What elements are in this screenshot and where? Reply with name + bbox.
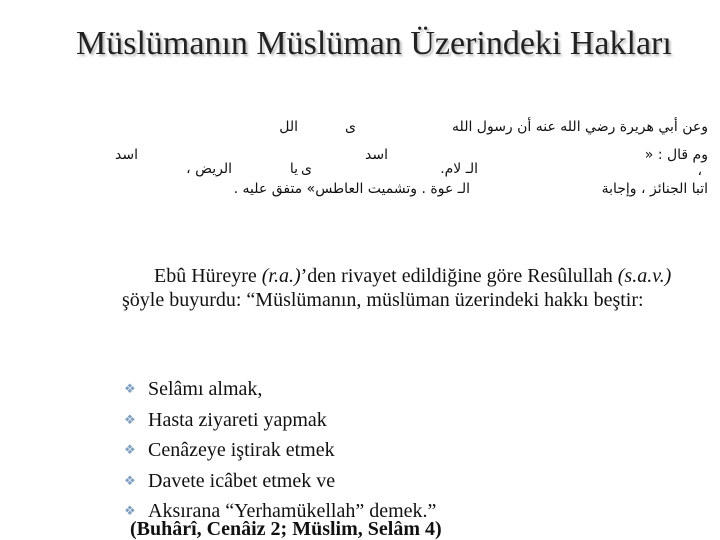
wing-bullet-icon: ❖ — [124, 503, 136, 518]
arabic-text-line-2: وم قال : « — [644, 147, 708, 163]
arabic-text-fragment: يا — [289, 161, 298, 177]
arabic-text-fragment: ى — [301, 161, 312, 177]
rights-list — [124, 374, 436, 527]
arabic-text-fragment: الريض ، — [186, 161, 232, 177]
wing-bullet-icon: ❖ — [124, 442, 136, 457]
paragraph-honorific: (r.a.) — [261, 265, 301, 287]
wing-bullet-icon: ❖ — [124, 472, 136, 488]
paragraph-text: şöyle buyurdu: “Müslümanın, müslüman üzerindeki hakkı beştir: — [122, 289, 644, 311]
arabic-text-fragment: الل — [279, 119, 298, 135]
slide-title: Müslümanın Müslüman Üzerindeki Hakları — [76, 25, 672, 62]
source-citation: (Buhârî, Cenâiz 2; Müslim, Selâm 4) — [130, 518, 442, 540]
list-item-text: Aksırana “Yerhamükellah” demek.” — [148, 500, 437, 522]
hadith-translation-paragraph — [122, 264, 718, 312]
list-item-text: Cenâzeye iştirak etmek — [148, 439, 335, 461]
arabic-text-fragment: اسد — [365, 147, 388, 163]
list-item — [124, 405, 436, 436]
arabic-text-line-1: وعن أبي هريرة رضي الله عنه أن رسول الله — [452, 119, 708, 135]
list-item — [124, 435, 436, 466]
arabic-text-fragment: اسد — [115, 147, 138, 163]
arabic-text-fragment: ى — [345, 119, 356, 135]
arabic-text-line-5: اتبا الجنائز ، وإجابة — [601, 181, 708, 197]
arabic-text-fragment: ، — [697, 163, 702, 179]
paragraph-text: ’den rivayet edildiğine göre Resûlullah — [300, 265, 618, 287]
list-item — [124, 466, 436, 497]
list-item-text: Hasta ziyareti yapmak — [148, 408, 327, 431]
arabic-text-fragment: الـ لام. — [440, 161, 478, 177]
wing-bullet-icon: ❖ — [124, 411, 136, 427]
list-item — [124, 374, 436, 405]
arabic-text-fragment: الـ عوة . وتشميت العاطس» متفق عليه . — [233, 181, 470, 197]
wing-bullet-icon: ❖ — [124, 381, 136, 396]
paragraph-text: Ebû Hüreyre — [154, 265, 262, 287]
paragraph-honorific: (s.a.v.) — [617, 265, 672, 287]
list-item-text: Selâmı almak, — [148, 378, 263, 400]
list-item-text: Davete icâbet etmek ve — [148, 469, 336, 492]
